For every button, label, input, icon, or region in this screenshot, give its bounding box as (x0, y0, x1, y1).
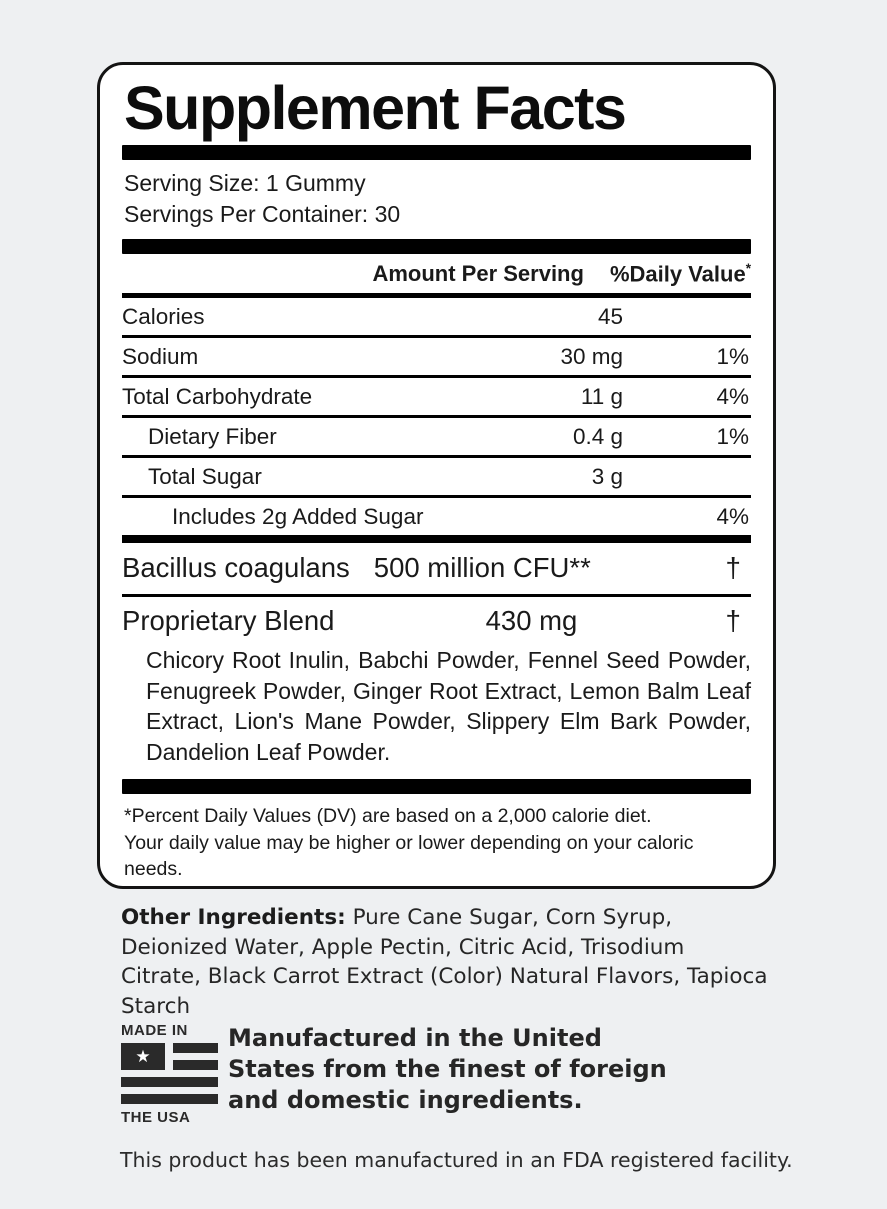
nutrient-name: Calories (122, 303, 205, 329)
footnotes (122, 794, 751, 889)
divider-bar-serving (122, 239, 751, 254)
panel-title: Supplement Facts (124, 74, 626, 142)
nutrient-amount: 30 mg (560, 343, 623, 369)
ingredient-name: Bacillus coagulans (122, 552, 350, 584)
nutrient-name: Dietary Fiber (148, 423, 277, 449)
footnote-percent-dv: *Percent Daily Values (DV) are based on a 2,000 calorie diet. (124, 805, 652, 828)
table-row-sodium (122, 338, 751, 375)
usa-flag-icon (121, 1043, 218, 1104)
table-row-dietary-fiber (122, 418, 751, 455)
manufactured-statement: Manufactured in the United States from the finest of foreign and domestic ingredients. (228, 1024, 667, 1114)
nutrient-name: Total Carbohydrate (122, 383, 313, 409)
ingredient-amount: 500 million CFU** (373, 552, 591, 584)
nutrient-name: Sodium (122, 343, 199, 369)
divider-bar-probiotic (122, 535, 751, 543)
table-header (122, 254, 751, 293)
flag-stripe (121, 1077, 218, 1087)
ingredient-amount: 430 mg (485, 605, 578, 637)
nutrient-amount: 0.4 g (572, 423, 623, 449)
nutrient-amount: 45 (597, 303, 623, 329)
other-ingredients-label: Other Ingredients: (121, 905, 346, 930)
dagger-symbol: † (725, 605, 741, 637)
nutrient-amount: 3 g (591, 463, 623, 489)
nutrient-dv: 1% (716, 343, 749, 369)
nutrient-amount: 11 g (580, 383, 623, 409)
nutrient-name: Includes 2g Added Sugar (172, 503, 424, 529)
the-usa-label: THE USA (121, 1109, 191, 1126)
dagger-symbol: † (725, 552, 741, 584)
table-row-added-sugar (122, 498, 751, 535)
footnote-caloric-needs: Your daily value may be higher or lower depending on your caloric needs. (124, 831, 694, 881)
table-row-proprietary-blend (122, 597, 751, 641)
nutrient-name: Total Sugar (148, 463, 262, 489)
nutrient-dv: 1% (716, 423, 749, 449)
flag-stripe (121, 1094, 218, 1104)
table-row-total-carbohydrate (122, 378, 751, 415)
header-amount-per-serving: Amount Per Serving (372, 261, 584, 287)
servings-per-container: Servings Per Container: 30 (124, 200, 401, 227)
divider-bar-footnotes (122, 779, 751, 794)
fda-statement: This product has been manufactured in an FDA registered facility. (120, 1148, 793, 1172)
header-daily-value: %Daily Value* (609, 260, 751, 287)
serving-info (122, 160, 751, 239)
made-in-usa-badge (121, 1022, 218, 1126)
nutrient-dv: 4% (716, 383, 749, 409)
made-in-label: MADE IN (121, 1022, 188, 1039)
table-row-bacillus-coagulans (122, 543, 751, 594)
flag-stripe (173, 1043, 218, 1053)
nutrient-dv: 4% (716, 503, 749, 529)
table-row-total-sugar (122, 458, 751, 495)
other-ingredients (121, 903, 769, 1021)
table-row-calories (122, 298, 751, 335)
divider-bar-top (122, 145, 751, 160)
other-ingredients-text: Pure Cane Sugar, Corn Syrup, Deionized Water, Apple Pectin, Citric Acid, Trisodium Citrate, Black Carrot Extract (Color) Natural Flavors, Tapioca Starch (121, 905, 768, 1019)
proprietary-blend-ingredients: Chicory Root Inulin, Babchi Powder, Fennel Seed Powder, Fenugreek Powder, Ginger Root Extract, Lemon Balm Leaf Extract, Lion's Mane Powder, Slippery Elm Bark Powder, Dandelion Leaf Powder. (146, 647, 751, 765)
ingredient-name: Proprietary Blend (122, 605, 335, 637)
serving-size: Serving Size: 1 Gummy (124, 169, 366, 196)
flag-stripe (173, 1060, 218, 1070)
daily-value-asterisk: * (745, 260, 751, 276)
supplement-facts-panel (97, 62, 776, 889)
flag-star-icon: ★ (121, 1043, 165, 1070)
